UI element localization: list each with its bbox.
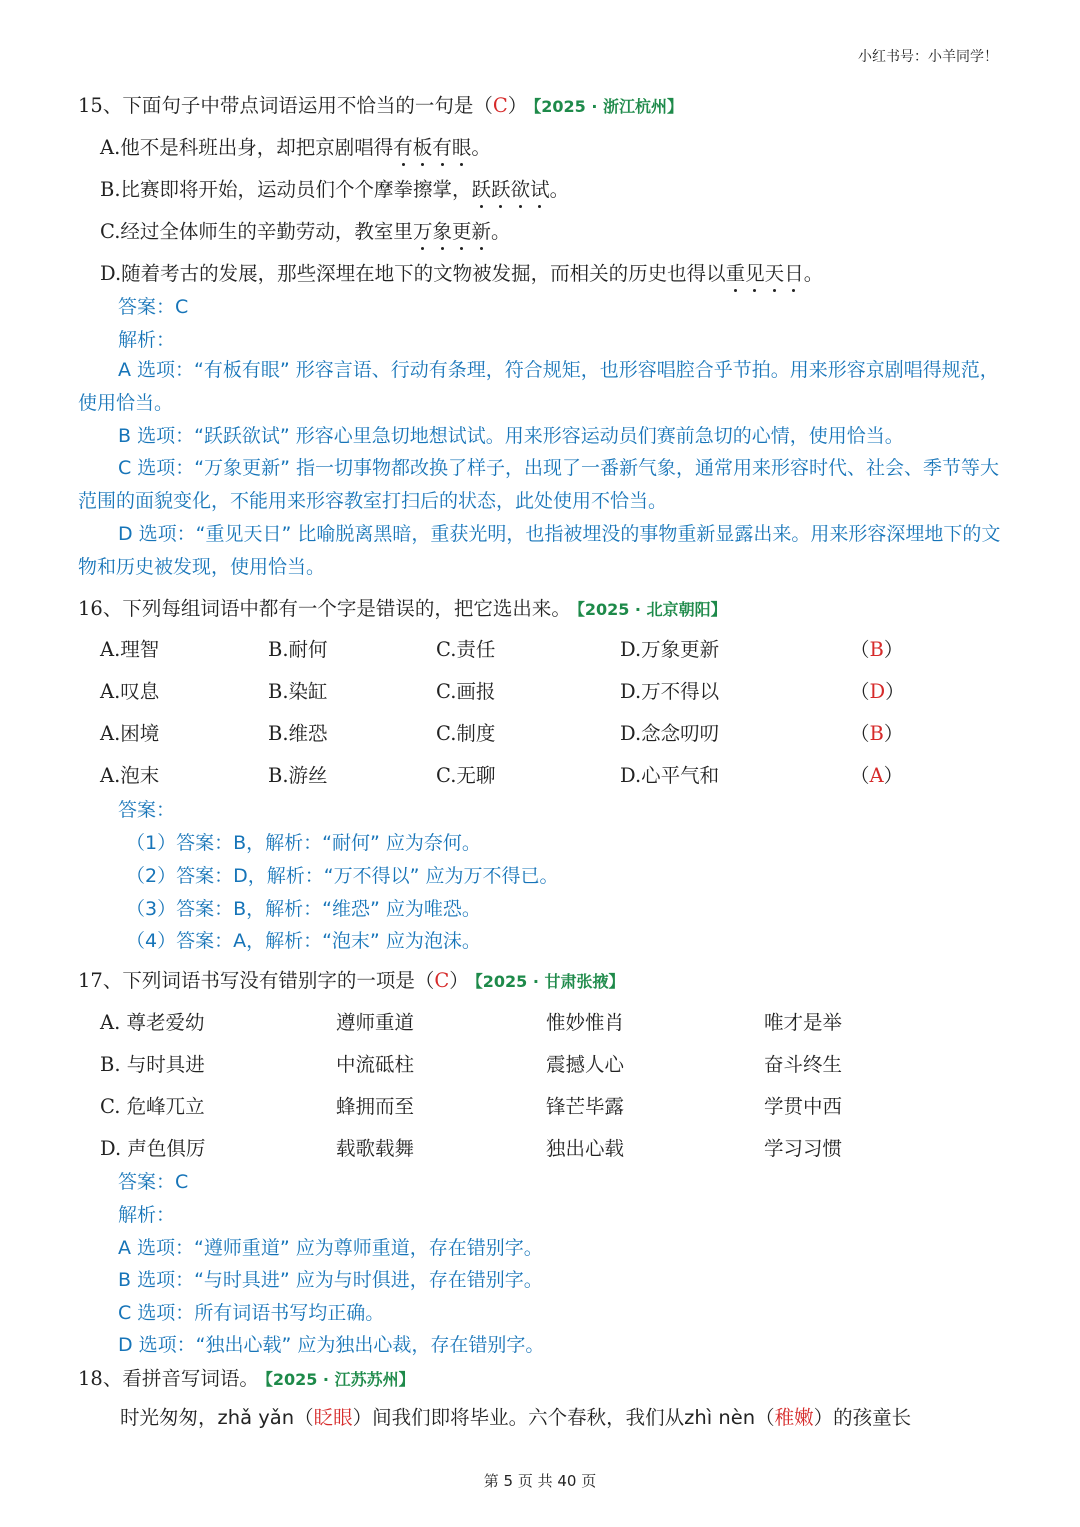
q18-pinyin-1: zhǎ yǎn bbox=[217, 1406, 295, 1429]
dotted-char: 板 bbox=[412, 136, 433, 159]
dotted-char: 万 bbox=[412, 220, 433, 243]
q15-option-d-text: D.随着考古的发展，那些深埋在地下的文物被发掘，而相关的历史也得以 bbox=[100, 262, 726, 285]
dotted-char: 象 bbox=[432, 220, 452, 243]
q18-text: 的孩童长 bbox=[833, 1406, 912, 1429]
q15-analysis-c: C 选项：“万象更新” 指一切事物都改换了样子，出现了一番新气象，通常用来形容时代、社会、季节等大范围的面貌变化，不能用来形容教室打扫后的状态，此处使用不恰当。 bbox=[78, 457, 1000, 512]
q17-cell: A. 尊老爱幼 bbox=[100, 1011, 205, 1034]
q15-answer-line: 答案：C bbox=[118, 296, 189, 318]
punct: 。 bbox=[471, 136, 491, 159]
q16-answer bbox=[850, 676, 905, 704]
source-label: 小红书号：小羊同学！ bbox=[858, 49, 998, 65]
q15-answer: C bbox=[492, 94, 508, 117]
q18-pinyin-2: zhì nèn bbox=[684, 1406, 756, 1429]
q17-answer: C bbox=[434, 969, 450, 992]
q16-cell: B.染缸 bbox=[268, 680, 328, 703]
dotted-char: 跃 bbox=[491, 178, 511, 201]
q17-cell: 奋斗终生 bbox=[764, 1053, 843, 1076]
q16-cell: B.耐何 bbox=[268, 638, 328, 661]
punct: 。 bbox=[549, 178, 570, 201]
q17-prompt: 17、下列词语书写没有错别字的一项是（ bbox=[78, 969, 435, 992]
punct: 。 bbox=[803, 262, 824, 285]
question-18 bbox=[78, 1363, 415, 1391]
q16-cell: A.困境 bbox=[100, 722, 160, 745]
q17-analysis-label: 解析： bbox=[118, 1204, 176, 1226]
page-number: 第 5 页 共 40 页 bbox=[483, 1472, 597, 1490]
q17-analysis-a: A 选项：“遵师重道” 应为尊师重道，存在错别字。 bbox=[118, 1237, 543, 1259]
paren: ） bbox=[883, 638, 904, 661]
q17-cell: D. 声色俱厉 bbox=[100, 1137, 206, 1160]
q16-answer-1: （1）答案：B，解析：“耐何” 应为奈何。 bbox=[126, 832, 481, 854]
q16-answer-2: （2）答案：D，解析：“万不得以” 应为万不得已。 bbox=[126, 865, 559, 887]
q17-close: ） bbox=[449, 969, 469, 992]
q15-analysis-d: D 选项：“重见天日” 比喻脱离黑暗，重获光明，也指被埋没的事物重新显露出来。用来形容深埋地下的文物和历史被发现，使用恰当。 bbox=[78, 523, 1001, 578]
paren: （ bbox=[850, 764, 870, 787]
paren: （ bbox=[850, 680, 870, 703]
q15-option-b bbox=[100, 174, 569, 202]
q16-answer-letter: B bbox=[869, 638, 884, 661]
q16-cell: D.念念叨叨 bbox=[620, 722, 720, 745]
q17-cell: 震撼人心 bbox=[546, 1053, 625, 1076]
q16-cell: D.心平气和 bbox=[620, 764, 720, 787]
q16-answer-3: （3）答案：B，解析：“维恐” 应为唯恐。 bbox=[126, 898, 481, 920]
dotted-char: 跃 bbox=[471, 178, 492, 201]
q17-cell: 锋芒毕露 bbox=[546, 1095, 625, 1118]
paren: ） bbox=[352, 1406, 373, 1429]
q15-close: ） bbox=[507, 94, 528, 117]
q15-option-c-text: C.经过全体师生的辛勤劳动，教室里 bbox=[100, 220, 413, 243]
q15-option-b-text: B.比赛即将开始，运动员们个个摩拳擦掌， bbox=[100, 178, 472, 201]
q17-cell: 惟妙惟肖 bbox=[546, 1011, 625, 1034]
q17-cell: 独出心载 bbox=[546, 1137, 625, 1160]
dotted-char: 眼 bbox=[451, 136, 472, 159]
q15-option-a bbox=[100, 132, 491, 160]
q17-analysis-c: C 选项：所有词语书写均正确。 bbox=[118, 1302, 385, 1324]
dotted-char: 有 bbox=[393, 136, 413, 159]
q16-cell: D.万不得以 bbox=[620, 680, 720, 703]
q15-option-a-text: A.他不是科班出身，却把京剧唱得 bbox=[100, 136, 394, 159]
q18-sentence bbox=[120, 1402, 911, 1430]
paren: （ bbox=[294, 1406, 314, 1429]
paren: ） bbox=[885, 680, 905, 703]
q17-cell: 遵师重道 bbox=[336, 1011, 415, 1034]
question-17 bbox=[78, 965, 625, 993]
dotted-char: 天 bbox=[764, 262, 785, 285]
q18-text: 时光匆匆， bbox=[120, 1406, 218, 1429]
q18-text: 间我们即将毕业。六个春秋，我们从 bbox=[372, 1406, 685, 1429]
paren: ） bbox=[813, 1406, 834, 1429]
q18-tag: 【2025 · 江苏苏州】 bbox=[264, 1370, 415, 1389]
q15-analysis-a: A 选项：“有板有眼” 形容言语、行动有条理，符合规矩，也形容唱腔合乎节拍。用来形容京剧唱得规范，使用恰当。 bbox=[78, 359, 999, 414]
dotted-char: 见 bbox=[745, 262, 765, 285]
q16-cell: B.维恐 bbox=[268, 722, 328, 745]
q18-prompt: 18、看拼音写词语。 bbox=[78, 1367, 259, 1390]
punct: 。 bbox=[491, 220, 511, 243]
paren: ） bbox=[883, 764, 904, 787]
paren: （ bbox=[755, 1406, 775, 1429]
q17-cell: 蜂拥而至 bbox=[336, 1095, 415, 1118]
q16-cell: C.无聊 bbox=[436, 764, 496, 787]
q16-answer-label: 答案： bbox=[118, 799, 176, 821]
q16-answer-letter: B bbox=[869, 722, 884, 745]
q16-cell: A.叹息 bbox=[100, 680, 160, 703]
q15-option-c bbox=[100, 216, 511, 244]
q15-analysis-label: 解析： bbox=[118, 329, 176, 351]
q17-tag: 【2025 · 甘肃张掖】 bbox=[474, 972, 625, 991]
q16-cell: B.游丝 bbox=[268, 764, 328, 787]
q16-prompt: 16、下列每组词语中都有一个字是错误的，把它选出来。 bbox=[78, 597, 571, 620]
q17-cell: 中流砥柱 bbox=[336, 1053, 415, 1076]
q16-answer bbox=[850, 760, 903, 788]
dotted-char: 欲 bbox=[510, 178, 531, 201]
q17-cell: B. 与时具进 bbox=[100, 1053, 205, 1076]
q16-tag: 【2025 · 北京朝阳】 bbox=[576, 600, 727, 619]
q17-cell: C. 危峰兀立 bbox=[100, 1095, 205, 1118]
q16-cell: C.责任 bbox=[436, 638, 496, 661]
q17-answer-line: 答案：C bbox=[118, 1171, 189, 1193]
q16-cell: C.制度 bbox=[436, 722, 496, 745]
q17-cell: 学贯中西 bbox=[764, 1095, 843, 1118]
q16-cell: D.万象更新 bbox=[620, 638, 720, 661]
q17-cell: 唯才是举 bbox=[764, 1011, 843, 1034]
q16-cell: C.画报 bbox=[436, 680, 496, 703]
dotted-char: 试 bbox=[530, 178, 550, 201]
q16-answer bbox=[850, 718, 903, 746]
q16-answer-letter: A bbox=[869, 764, 884, 787]
q18-word-2: 稚嫩 bbox=[774, 1406, 814, 1429]
q15-tag: 【2025 · 浙江杭州】 bbox=[533, 97, 684, 116]
q16-cell: A.泡末 bbox=[100, 764, 160, 787]
q16-answer-4: （4）答案：A，解析：“泡末” 应为泡沫。 bbox=[126, 930, 481, 952]
question-15 bbox=[78, 90, 683, 118]
paren: （ bbox=[850, 722, 870, 745]
paren: （ bbox=[850, 638, 870, 661]
q15-prompt: 15、下面句子中带点词语运用不恰当的一句是（ bbox=[78, 94, 493, 117]
q17-analysis-b: B 选项：“与时具进” 应为与时俱进，存在错别字。 bbox=[118, 1269, 543, 1291]
dotted-char: 更 bbox=[451, 220, 472, 243]
q15-analysis-b: B 选项：“跃跃欲试” 形容心里急切地想试试。用来形容运动员们赛前急切的心情，使用恰当。 bbox=[118, 425, 904, 447]
q17-analysis-d: D 选项：“独出心载” 应为独出心裁，存在错别字。 bbox=[118, 1334, 545, 1356]
q17-cell: 载歌载舞 bbox=[336, 1137, 415, 1160]
q17-cell: 学习习惯 bbox=[764, 1137, 843, 1160]
q15-option-d bbox=[100, 258, 823, 286]
q18-word-1: 眨眼 bbox=[313, 1406, 353, 1429]
paren: ） bbox=[883, 722, 904, 745]
q16-answer-letter: D bbox=[869, 680, 886, 703]
dotted-char: 日 bbox=[784, 262, 804, 285]
question-16 bbox=[78, 593, 727, 621]
dotted-char: 有 bbox=[432, 136, 452, 159]
q16-answer bbox=[850, 634, 903, 662]
q16-cell: A.理智 bbox=[100, 638, 160, 661]
dotted-char: 重 bbox=[725, 262, 746, 285]
dotted-char: 新 bbox=[471, 220, 491, 243]
